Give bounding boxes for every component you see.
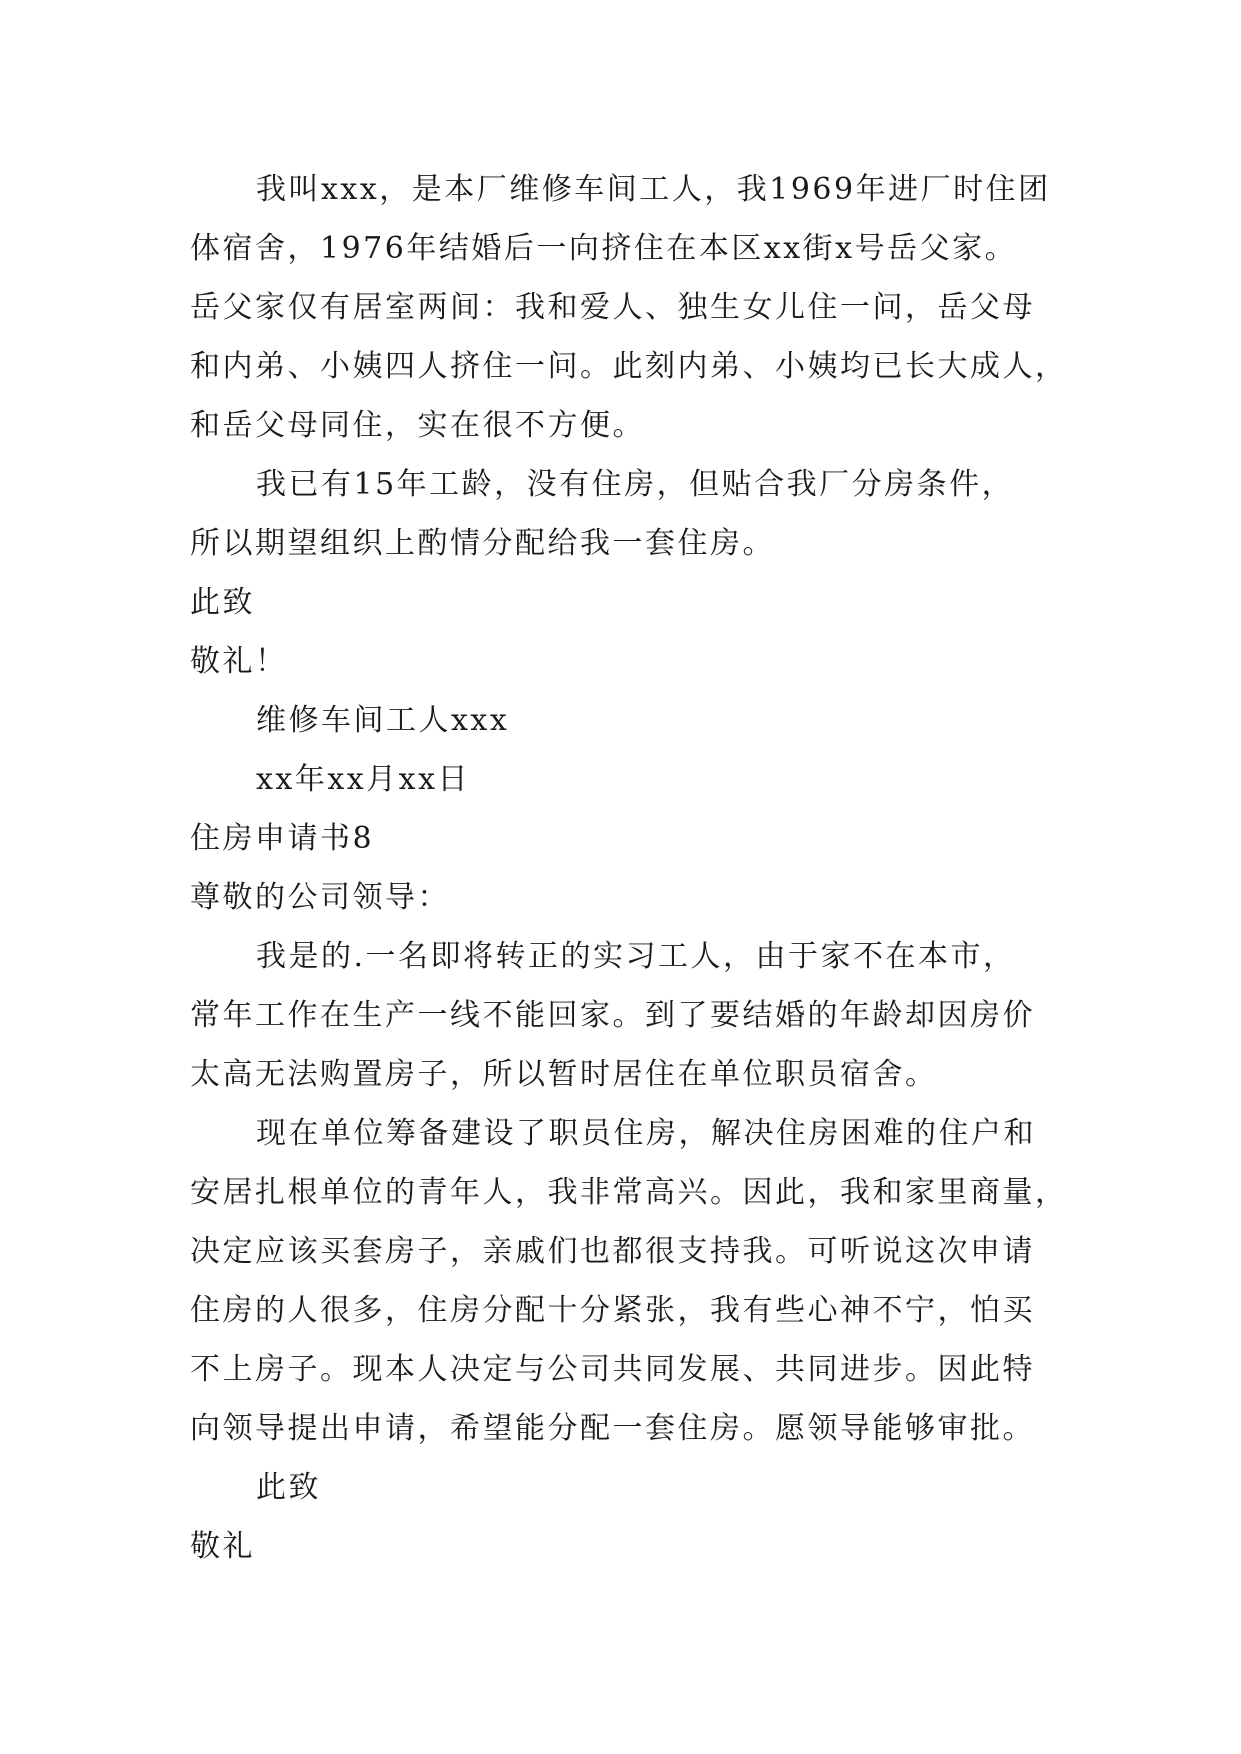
greeting-line: 尊敬的公司领导： — [190, 880, 450, 915]
paragraph-line: 体宿舍，1976年结婚后一向挤住在本区xx街x号岳父家。 — [190, 231, 1018, 266]
paragraph-line: 不上房子。现本人决定与公司共同发展、共同进步。因此特 — [190, 1352, 1035, 1387]
paragraph-line: 和岳父母同住，实在很不方便。 — [190, 408, 645, 443]
paragraph-line: 岳父家仅有居室两间：我和爱人、独生女儿住一问，岳父母 — [190, 290, 1035, 325]
paragraph-line: 我已有15年工龄，没有住房，但贴合我厂分房条件， — [256, 467, 1015, 502]
paragraph-line: 常年工作在生产一线不能回家。到了要结婚的年龄却因房价 — [190, 998, 1035, 1033]
paragraph-line: 我叫xxx，是本厂维修车间工人，我1969年进厂时住团 — [256, 172, 1051, 207]
paragraph-line: 安居扎根单位的青年人，我非常高兴。因此，我和家里商量， — [190, 1175, 1068, 1210]
date-line: xx年xx月xx日 — [256, 762, 471, 797]
signature-line: 维修车间工人xxx — [256, 703, 510, 738]
closing-salutation: 此致 — [190, 585, 255, 620]
paragraph-line: 太高无法购置房子，所以暂时居住在单位职员宿舍。 — [190, 1057, 938, 1092]
paragraph-line: 住房的人很多，住房分配十分紧张，我有些心神不宁，怕买 — [190, 1293, 1035, 1328]
paragraph-line: 所以期望组织上酌情分配给我一套住房。 — [190, 526, 775, 561]
closing-regards: 敬礼！ — [190, 644, 288, 679]
paragraph-line: 现在单位筹备建设了职员住房，解决住房困难的住户和 — [256, 1116, 1036, 1151]
section-title: 住房申请书8 — [190, 821, 375, 856]
paragraph-line: 决定应该买套房子，亲戚们也都很支持我。可听说这次申请 — [190, 1234, 1035, 1269]
closing-regards: 敬礼 — [190, 1529, 255, 1564]
paragraph-line: 向领导提出申请，希望能分配一套住房。愿领导能够审批。 — [190, 1411, 1035, 1446]
paragraph-line: 和内弟、小姨四人挤住一问。此刻内弟、小姨均已长大成人， — [190, 349, 1068, 384]
paragraph-line: 我是的.一名即将转正的实习工人，由于家不在本市， — [256, 939, 1016, 974]
closing-salutation: 此致 — [256, 1470, 321, 1505]
document-body — [190, 160, 1070, 1576]
